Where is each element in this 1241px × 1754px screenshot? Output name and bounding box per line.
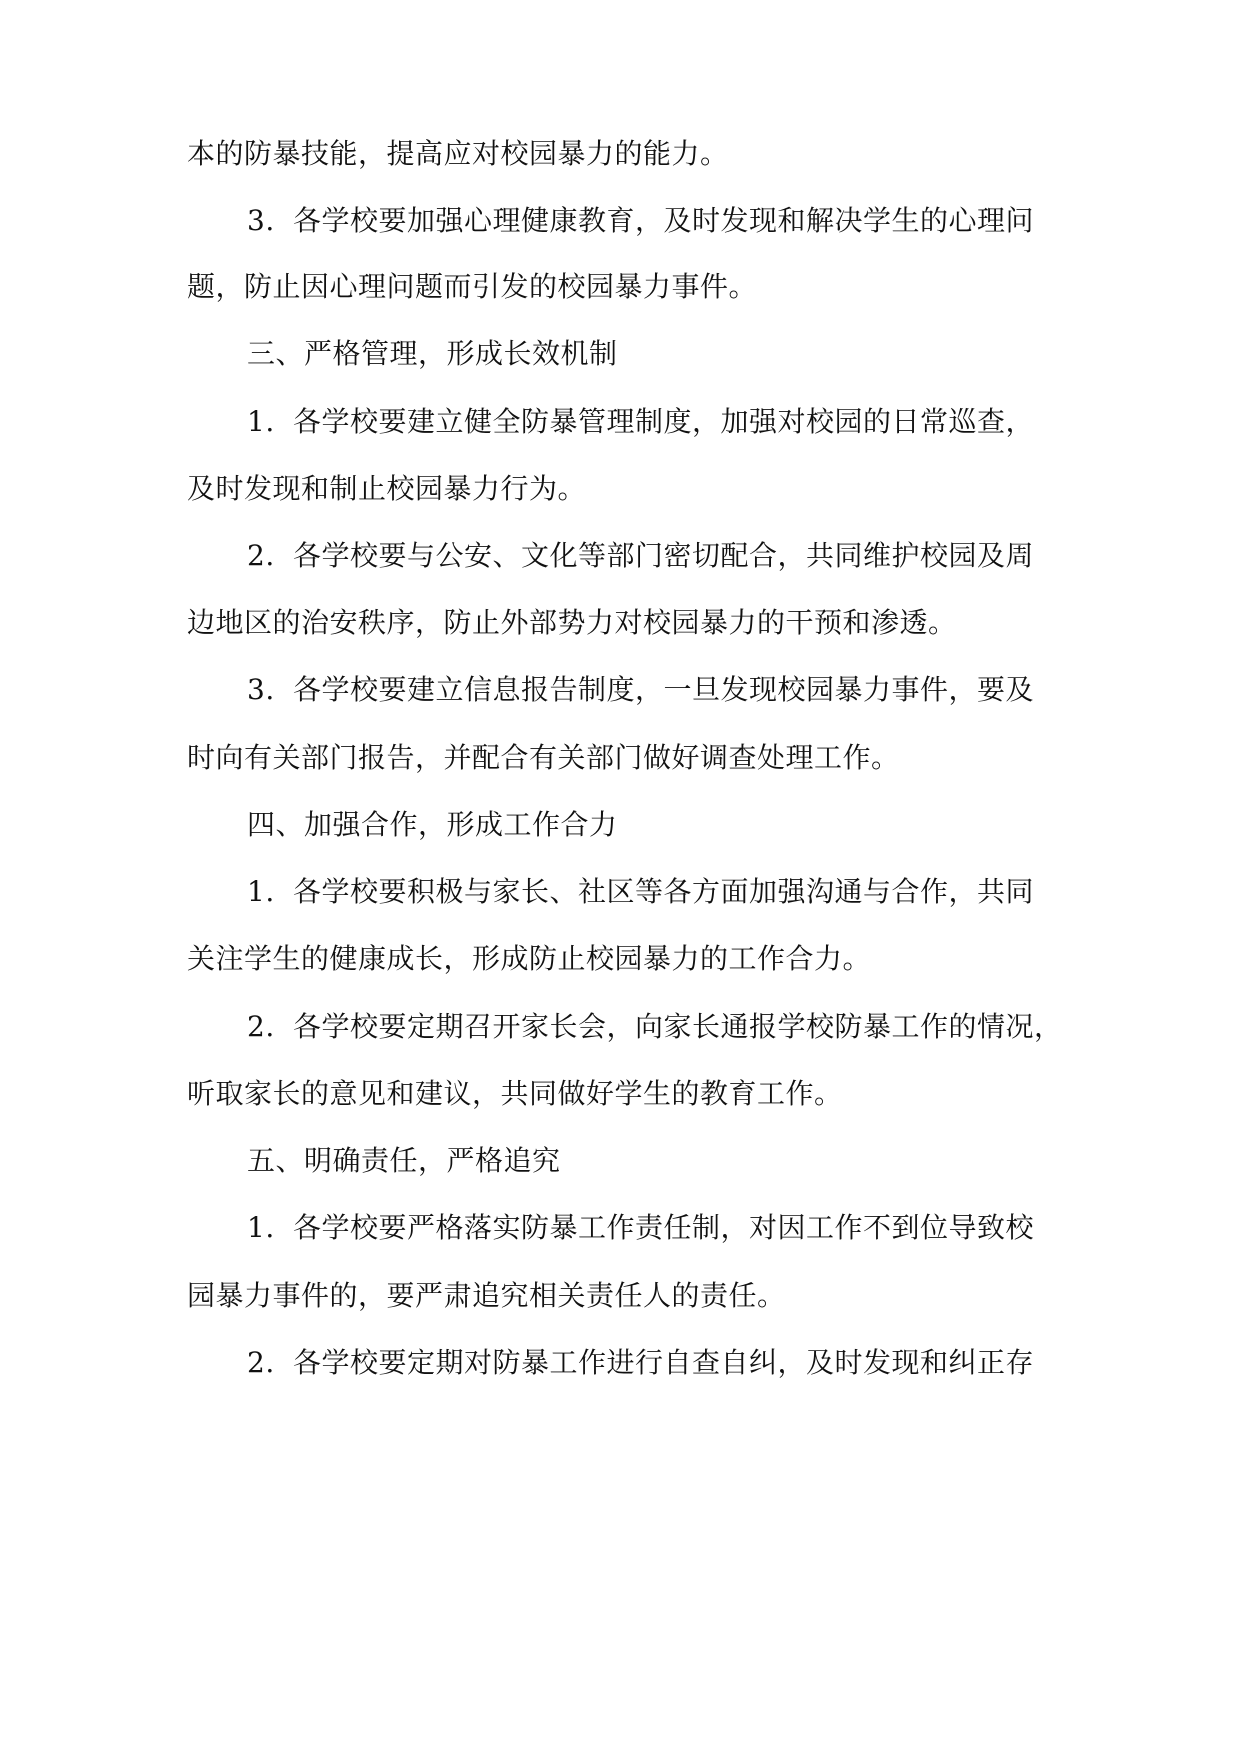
paragraph-line: 听取家长的意见和建议，共同做好学生的教育工作。: [187, 1077, 843, 1110]
item-number: 1.: [247, 405, 275, 438]
paragraph-text: 各学校要定期召开家长会，向家长通报学校防暴工作的情况，: [293, 1010, 1063, 1043]
item-number: 2.: [247, 1010, 275, 1043]
numbered-paragraph-line: [247, 670, 1057, 710]
section-heading: 三、严格管理，形成长效机制: [247, 337, 618, 370]
paragraph-line: 园暴力事件的，要严肃追究相关责任人的责任。: [187, 1279, 786, 1312]
paragraph-text: 各学校要与公安、文化等部门密切配合，共同维护校园及周: [293, 539, 1035, 572]
numbered-paragraph-line: [247, 201, 1057, 241]
item-number: 2.: [247, 1346, 275, 1379]
numbered-paragraph-line: [247, 402, 1057, 442]
paragraph-text: 各学校要严格落实防暴工作责任制，对因工作不到位导致校: [293, 1211, 1035, 1244]
paragraph-line: 时向有关部门报告，并配合有关部门做好调查处理工作。: [187, 741, 900, 774]
numbered-paragraph-line: [247, 872, 1057, 912]
section-heading: 五、明确责任，严格追究: [247, 1144, 561, 1177]
paragraph-text: 各学校要加强心理健康教育，及时发现和解决学生的心理问: [293, 204, 1035, 237]
paragraph-text: 各学校要建立健全防暴管理制度，加强对校园的日常巡查，: [293, 405, 1035, 438]
item-number: 2.: [247, 539, 275, 572]
section-heading: 四、加强合作，形成工作合力: [247, 808, 618, 841]
numbered-paragraph-line: [247, 1343, 1057, 1383]
numbered-paragraph-line: [247, 1007, 1063, 1047]
paragraph-text: 各学校要定期对防暴工作进行自查自纠，及时发现和纠正存: [293, 1346, 1035, 1379]
paragraph-line: 边地区的治安秩序，防止外部势力对校园暴力的干预和渗透。: [187, 606, 957, 639]
item-number: 3.: [247, 204, 275, 237]
paragraph-text: 各学校要建立信息报告制度，一旦发现校园暴力事件，要及: [293, 673, 1035, 706]
item-number: 3.: [247, 673, 275, 706]
numbered-paragraph-line: [247, 536, 1057, 576]
paragraph-line: 题，防止因心理问题而引发的校园暴力事件。: [187, 270, 758, 303]
paragraph-line: 本的防暴技能，提高应对校园暴力的能力。: [187, 137, 729, 170]
numbered-paragraph-line: [247, 1208, 1057, 1248]
paragraph-line: 及时发现和制止校园暴力行为。: [187, 472, 587, 505]
paragraph-line: 关注学生的健康成长，形成防止校园暴力的工作合力。: [187, 942, 872, 975]
paragraph-text: 各学校要积极与家长、社区等各方面加强沟通与合作，共同: [293, 875, 1035, 908]
item-number: 1.: [247, 875, 275, 908]
item-number: 1.: [247, 1211, 275, 1244]
